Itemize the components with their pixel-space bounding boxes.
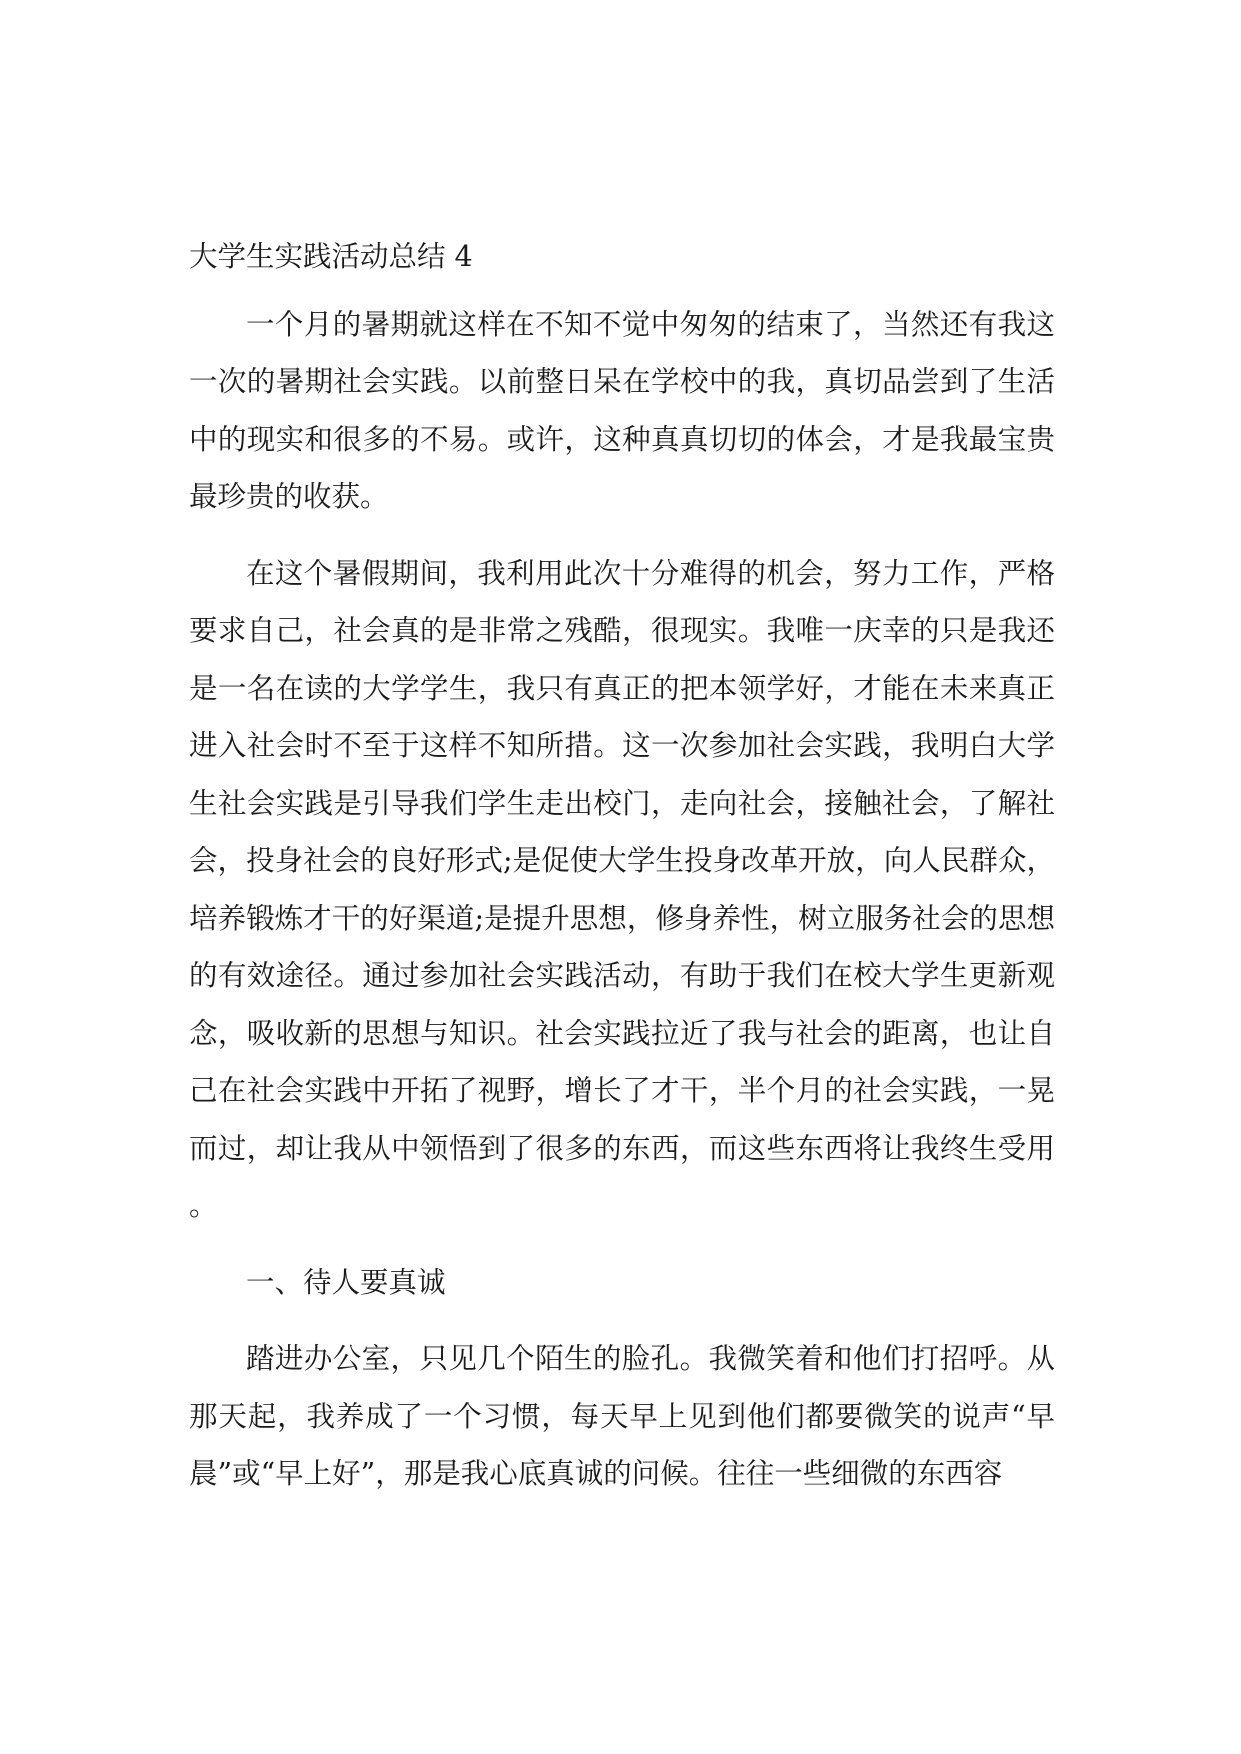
document-title: 大学生实践活动总结 4 bbox=[189, 240, 473, 273]
paragraph-section-one: 踏进办公室，只见几个陌生的脸孔。我微笑着和他们打招呼。从那天起，我养成了一个习惯，每天早上见到他们都要微笑的说声“早晨”或“早上好”，那是我心底真诚的问候。往往一些细微的东西容 bbox=[189, 1342, 1055, 1490]
paragraph-intro: 一个月的暑期就这样在不知不觉中匆匆的结束了，当然还有我这一次的暑期社会实践。以前整日呆在学校中的我，真切品尝到了生活中的现实和很多的不易。或许，这种真真切切的体会，才是我最宝贵最珍贵的收获。 bbox=[189, 307, 1055, 513]
paragraph-reflection: 在这个暑假期间，我利用此次十分难得的机会，努力工作，严格要求自己，社会真的是非常之残酷，很现实。我唯一庆幸的只是我还是一名在读的大学学生，我只有真正的把本领学好，才能在未来真正进入社会时不至于这样不知所措。这一次参加社会实践，我明白大学生社会实践是引导我们学生走出校门，走向社会，接触社会，了解社会，投身社会的良好形式;是促使大学生投身改革开放，向人民群众，培养锻炼才干的好渠道;是提升思想，修身养性，树立服务社会的思想的有效途径。通过参加社会实践活动，有助于我们在校大学生更新观念，吸收新的思想与知识。社会实践拉近了我与社会的距离，也让自己在社会实践中开拓了视野，增长了才干，半个月的社会实践，一晃而过，却让我从中领悟到了很多的东西，而这些东西将让我终生受用。 bbox=[189, 556, 1055, 1222]
section-heading: 一、待人要真诚 bbox=[246, 1265, 446, 1299]
document-body bbox=[189, 228, 1055, 1503]
